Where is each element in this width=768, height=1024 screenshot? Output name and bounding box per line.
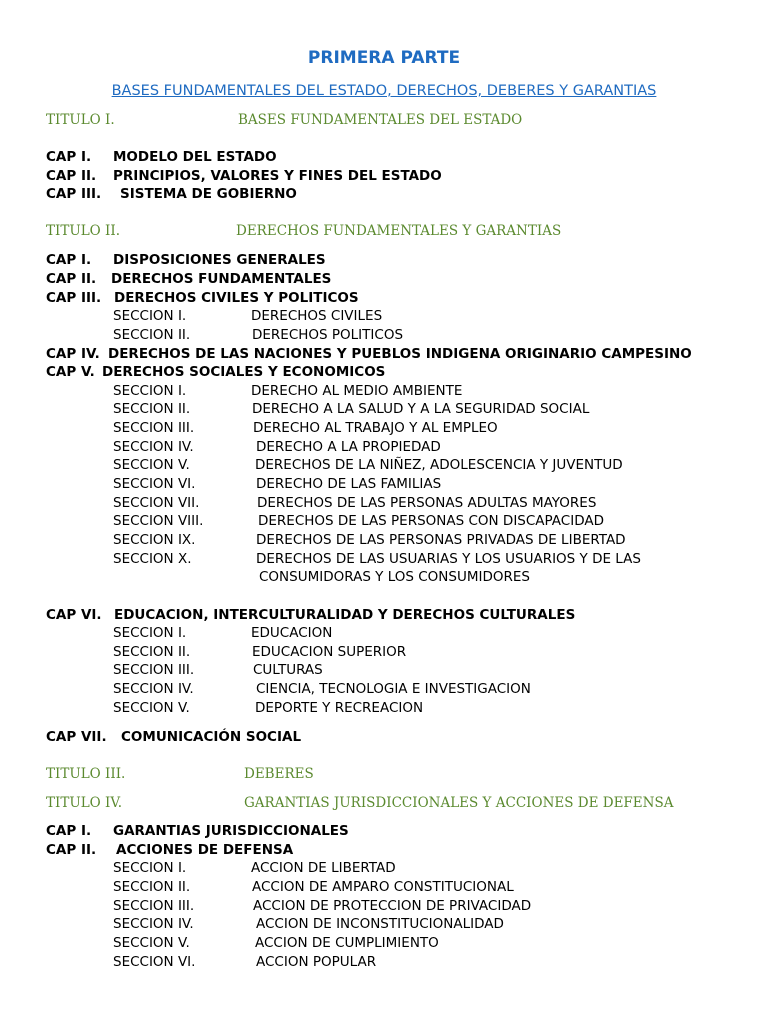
cap-number: CAP I. <box>46 149 92 165</box>
cap-row <box>46 606 576 624</box>
cap-number: CAP II. <box>46 842 97 858</box>
page-title: PRIMERA PARTE <box>307 48 461 68</box>
seccion-number: SECCION IV. <box>113 439 194 455</box>
seccion-row <box>113 643 407 661</box>
cap-number: CAP I. <box>46 252 92 268</box>
seccion-row <box>113 400 590 418</box>
cap-name: SISTEMA DE GOBIERNO <box>120 186 297 202</box>
titulo-3-heading <box>46 765 314 783</box>
seccion-name: DERECHOS DE LAS PERSONAS ADULTAS MAYORES <box>257 495 597 511</box>
seccion-row <box>113 661 323 679</box>
seccion-row <box>113 531 626 549</box>
seccion-number: SECCION IX. <box>113 532 196 548</box>
cap-name: GARANTIAS JURISDICCIONALES <box>113 823 349 839</box>
seccion-name: DERECHO AL MEDIO AMBIENTE <box>251 383 463 399</box>
cap-number: CAP VII. <box>46 729 107 745</box>
cap-name: DERECHOS DE LAS NACIONES Y PUEBLOS INDIGENA ORIGINARIO CAMPESINO <box>108 346 692 362</box>
cap-row <box>46 148 277 166</box>
cap-name: EDUCACION, INTERCULTURALIDAD Y DERECHOS CULTURALES <box>114 607 576 623</box>
seccion-name-continuation: CONSUMIDORAS Y LOS CONSUMIDORES <box>259 569 530 585</box>
seccion-number: SECCION VI. <box>113 476 196 492</box>
seccion-number: SECCION I. <box>113 860 187 876</box>
cap-name: ACCIONES DE DEFENSA <box>116 842 294 858</box>
seccion-row <box>113 382 463 400</box>
seccion-name: CIENCIA, TECNOLOGIA E INVESTIGACION <box>256 681 531 697</box>
seccion-row <box>113 953 377 971</box>
seccion-row <box>113 878 514 896</box>
seccion-name: DEPORTE Y RECREACION <box>255 700 424 716</box>
cap-number: CAP V. <box>46 364 95 380</box>
seccion-row <box>113 550 641 568</box>
cap-row <box>46 167 442 185</box>
cap-name: DERECHOS FUNDAMENTALES <box>111 271 332 287</box>
seccion-number: SECCION V. <box>113 935 190 951</box>
seccion-number: SECCION I. <box>113 308 187 324</box>
cap-number: CAP II. <box>46 271 97 287</box>
seccion-number: SECCION VII. <box>113 495 200 511</box>
seccion-row <box>113 438 441 456</box>
cap-number: CAP VI. <box>46 607 102 623</box>
seccion-name: ACCION DE AMPARO CONSTITUCIONAL <box>252 879 514 895</box>
seccion-name: DERECHOS DE LAS PERSONAS PRIVADAS DE LIBERTAD <box>256 532 626 548</box>
cap-row <box>46 822 349 840</box>
cap-number: CAP I. <box>46 823 92 839</box>
seccion-number: SECCION III. <box>113 662 195 678</box>
seccion-number: SECCION VI. <box>113 954 196 970</box>
seccion-name: DERECHO A LA SALUD Y A LA SEGURIDAD SOCIAL <box>252 401 590 417</box>
seccion-name: DERECHOS CIVILES <box>251 308 383 324</box>
titulo-number: TITULO IV. <box>46 795 123 811</box>
seccion-row <box>113 512 605 530</box>
seccion-row <box>113 326 404 344</box>
cap-number: CAP IV. <box>46 346 100 362</box>
seccion-name: DERECHO A LA PROPIEDAD <box>256 439 441 455</box>
seccion-row <box>113 699 424 717</box>
seccion-number: SECCION I. <box>113 625 187 641</box>
seccion-number: SECCION I. <box>113 383 187 399</box>
seccion-number: SECCION II. <box>113 879 191 895</box>
cap-row <box>46 251 326 269</box>
seccion-name: DERECHO DE LAS FAMILIAS <box>256 476 442 492</box>
cap-number: CAP III. <box>46 290 102 306</box>
cap-row <box>46 841 294 859</box>
titulo-number: TITULO II. <box>46 223 120 239</box>
cap-row <box>46 185 297 203</box>
seccion-number: SECCION II. <box>113 644 191 660</box>
seccion-number: SECCION IV. <box>113 916 194 932</box>
seccion-name: DERECHO AL TRABAJO Y AL EMPLEO <box>253 420 498 436</box>
seccion-row <box>113 419 498 437</box>
seccion-number: SECCION III. <box>113 898 195 914</box>
cap-number: CAP II. <box>46 168 97 184</box>
seccion-row <box>113 934 439 952</box>
cap-row <box>46 345 692 363</box>
cap-number: CAP III. <box>46 186 102 202</box>
seccion-row <box>113 859 396 877</box>
seccion-name: ACCION DE PROTECCION DE PRIVACIDAD <box>253 898 532 914</box>
seccion-number: SECCION IV. <box>113 681 194 697</box>
seccion-number: SECCION X. <box>113 551 192 567</box>
seccion-row <box>113 915 504 933</box>
cap-name: DERECHOS SOCIALES Y ECONOMICOS <box>102 364 386 380</box>
cap-name: MODELO DEL ESTADO <box>113 149 277 165</box>
cap-row <box>46 289 359 307</box>
seccion-name: EDUCACION SUPERIOR <box>252 644 407 660</box>
cap-name: COMUNICACIÓN SOCIAL <box>121 729 302 745</box>
seccion-number: SECCION VIII. <box>113 513 204 529</box>
seccion-row <box>113 897 532 915</box>
titulo-number: TITULO III. <box>46 766 126 782</box>
seccion-name: ACCION DE LIBERTAD <box>251 860 396 876</box>
seccion-number: SECCION II. <box>113 401 191 417</box>
seccion-number: SECCION III. <box>113 420 195 436</box>
cap-name: PRINCIPIOS, VALORES Y FINES DEL ESTADO <box>113 168 442 184</box>
titulo-number: TITULO I. <box>46 112 115 128</box>
seccion-row <box>113 307 383 325</box>
seccion-name: DERECHOS POLITICOS <box>252 327 404 343</box>
seccion-name: ACCION POPULAR <box>256 954 377 970</box>
titulo-name: DEBERES <box>244 766 314 782</box>
seccion-number: SECCION V. <box>113 457 190 473</box>
titulo-name: GARANTIAS JURISDICCIONALES Y ACCIONES DE DEFENSA <box>244 795 674 811</box>
seccion-name: DERECHOS DE LAS PERSONAS CON DISCAPACIDAD <box>258 513 605 529</box>
titulo-4-heading <box>46 794 674 812</box>
titulo-1-heading <box>46 111 523 129</box>
titulo-name: BASES FUNDAMENTALES DEL ESTADO <box>238 112 523 128</box>
seccion-name: DERECHOS DE LAS USUARIAS Y LOS USUARIOS Y DE LAS <box>256 551 641 567</box>
seccion-row <box>113 456 623 474</box>
titulo-2-heading <box>46 222 562 240</box>
cap-row <box>46 363 386 381</box>
seccion-name: ACCION DE CUMPLIMIENTO <box>255 935 439 951</box>
seccion-number: SECCION V. <box>113 700 190 716</box>
cap-name: DERECHOS CIVILES Y POLITICOS <box>114 290 359 306</box>
cap-row <box>46 270 332 288</box>
cap-row <box>46 728 302 746</box>
seccion-name: EDUCACION <box>251 625 333 641</box>
seccion-name: CULTURAS <box>253 662 323 678</box>
seccion-row <box>113 475 442 493</box>
seccion-row <box>113 624 333 642</box>
seccion-number: SECCION II. <box>113 327 191 343</box>
seccion-row <box>113 680 531 698</box>
seccion-name: ACCION DE INCONSTITUCIONALIDAD <box>256 916 504 932</box>
cap-name: DISPOSICIONES GENERALES <box>113 252 326 268</box>
page-subtitle[interactable]: BASES FUNDAMENTALES DEL ESTADO, DERECHOS, DEBERES Y GARANTIAS <box>111 83 657 99</box>
seccion-row <box>113 494 597 512</box>
titulo-name: DERECHOS FUNDAMENTALES Y GARANTIAS <box>236 223 562 239</box>
seccion-name: DERECHOS DE LA NIÑEZ, ADOLESCENCIA Y JUVENTUD <box>255 457 623 473</box>
